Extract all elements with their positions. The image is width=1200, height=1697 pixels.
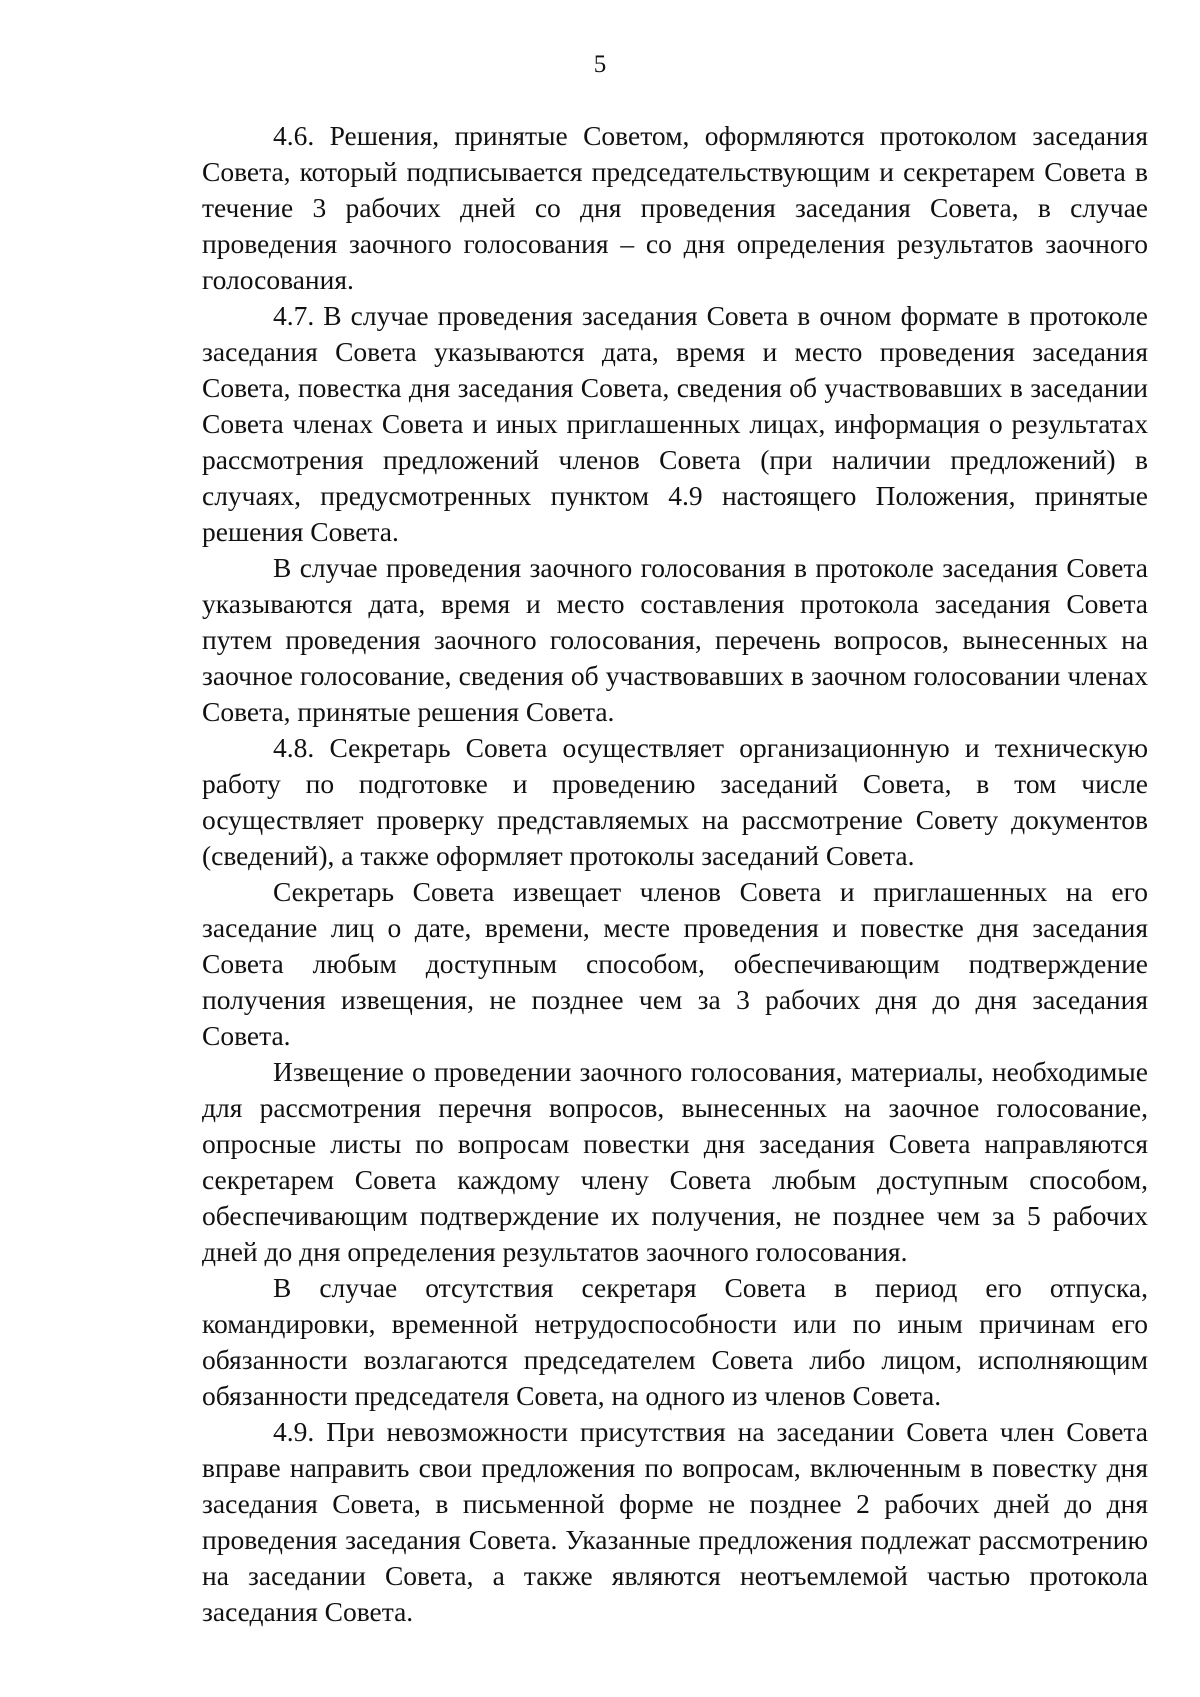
paragraph-secretary-absence: В случае отсутствия секретаря Совета в период его отпуска, командировки, временной нетрудоспособности или по иным причинам его обязанности возлагаются председателем Совета либо лицом, исполняющим обязанности председателя Совета, на одного из членов Совета. [202, 1272, 1148, 1411]
document-body [202, 118, 1148, 1630]
page-number: 5 [593, 51, 607, 78]
paragraph-4-7: 4.7. В случае проведения заседания Совета в очном формате в протоколе заседания Совета указываются дата, время и место проведения заседания Совета, повестка дня заседания Совета, сведения об участвовавших в заседании Совета членах Совета и иных приглашенных лицах, информация о результатах рассмотрения предложений членов Совета (при наличии предложений) в случаях, предусмотренных пунктом 4.9 настоящего Положения, принятые решения Совета. [202, 300, 1148, 547]
paragraph-4-9: 4.9. При невозможности присутствия на заседании Совета член Совета вправе направить свои предложения по вопросам, включенным в повестку дня заседания Совета, в письменной форме не позднее 2 рабочих дней до дня проведения заседания Совета. Указанные предложения подлежат рассмотрению на заседании Совета, а также являются неотъемлемой частью протокола заседания Совета. [202, 1416, 1148, 1627]
paragraph-notification: Секретарь Совета извещает членов Совета и приглашенных на его заседание лиц о дате, времени, месте проведения и повестке дня заседания Совета любым доступным способом, обеспечивающим подтверждение получения извещения, не позднее чем за 3 рабочих дня до дня заседания Совета. [202, 876, 1148, 1051]
paragraph-4-6: 4.6. Решения, принятые Советом, оформляются протоколом заседания Совета, который подписывается председательствующим и секретарем Совета в течение 3 рабочих дней со дня проведения заседания Совета, в случае проведения заочного голосования – со дня определения результатов заочного голосования. [202, 120, 1148, 295]
paragraph-absentee-protocol: В случае проведения заочного голосования в протоколе заседания Совета указываются дата, время и место составления протокола заседания Совета путем проведения заочного голосования, перечень вопросов, вынесенных на заочное голосование, сведения об участвовавших в заочном голосовании членах Совета, принятые решения Совета. [202, 552, 1148, 727]
paragraph-absentee-notice: Извещение о проведении заочного голосования, материалы, необходимые для рассмотрения перечня вопросов, вынесенных на заочное голосование, опросные листы по вопросам повестки дня заседания Совета направляются секретарем Совета каждому члену Совета любым доступным способом, обеспечивающим подтверждение их получения, не позднее чем за 5 рабочих дней до дня определения результатов заочного голосования. [202, 1056, 1148, 1267]
paragraph-4-8: 4.8. Секретарь Совета осуществляет организационную и техническую работу по подготовке и проведению заседаний Совета, в том числе осуществляет проверку представляемых на рассмотрение Совету документов (сведений), а также оформляет протоколы заседаний Совета. [202, 732, 1148, 871]
